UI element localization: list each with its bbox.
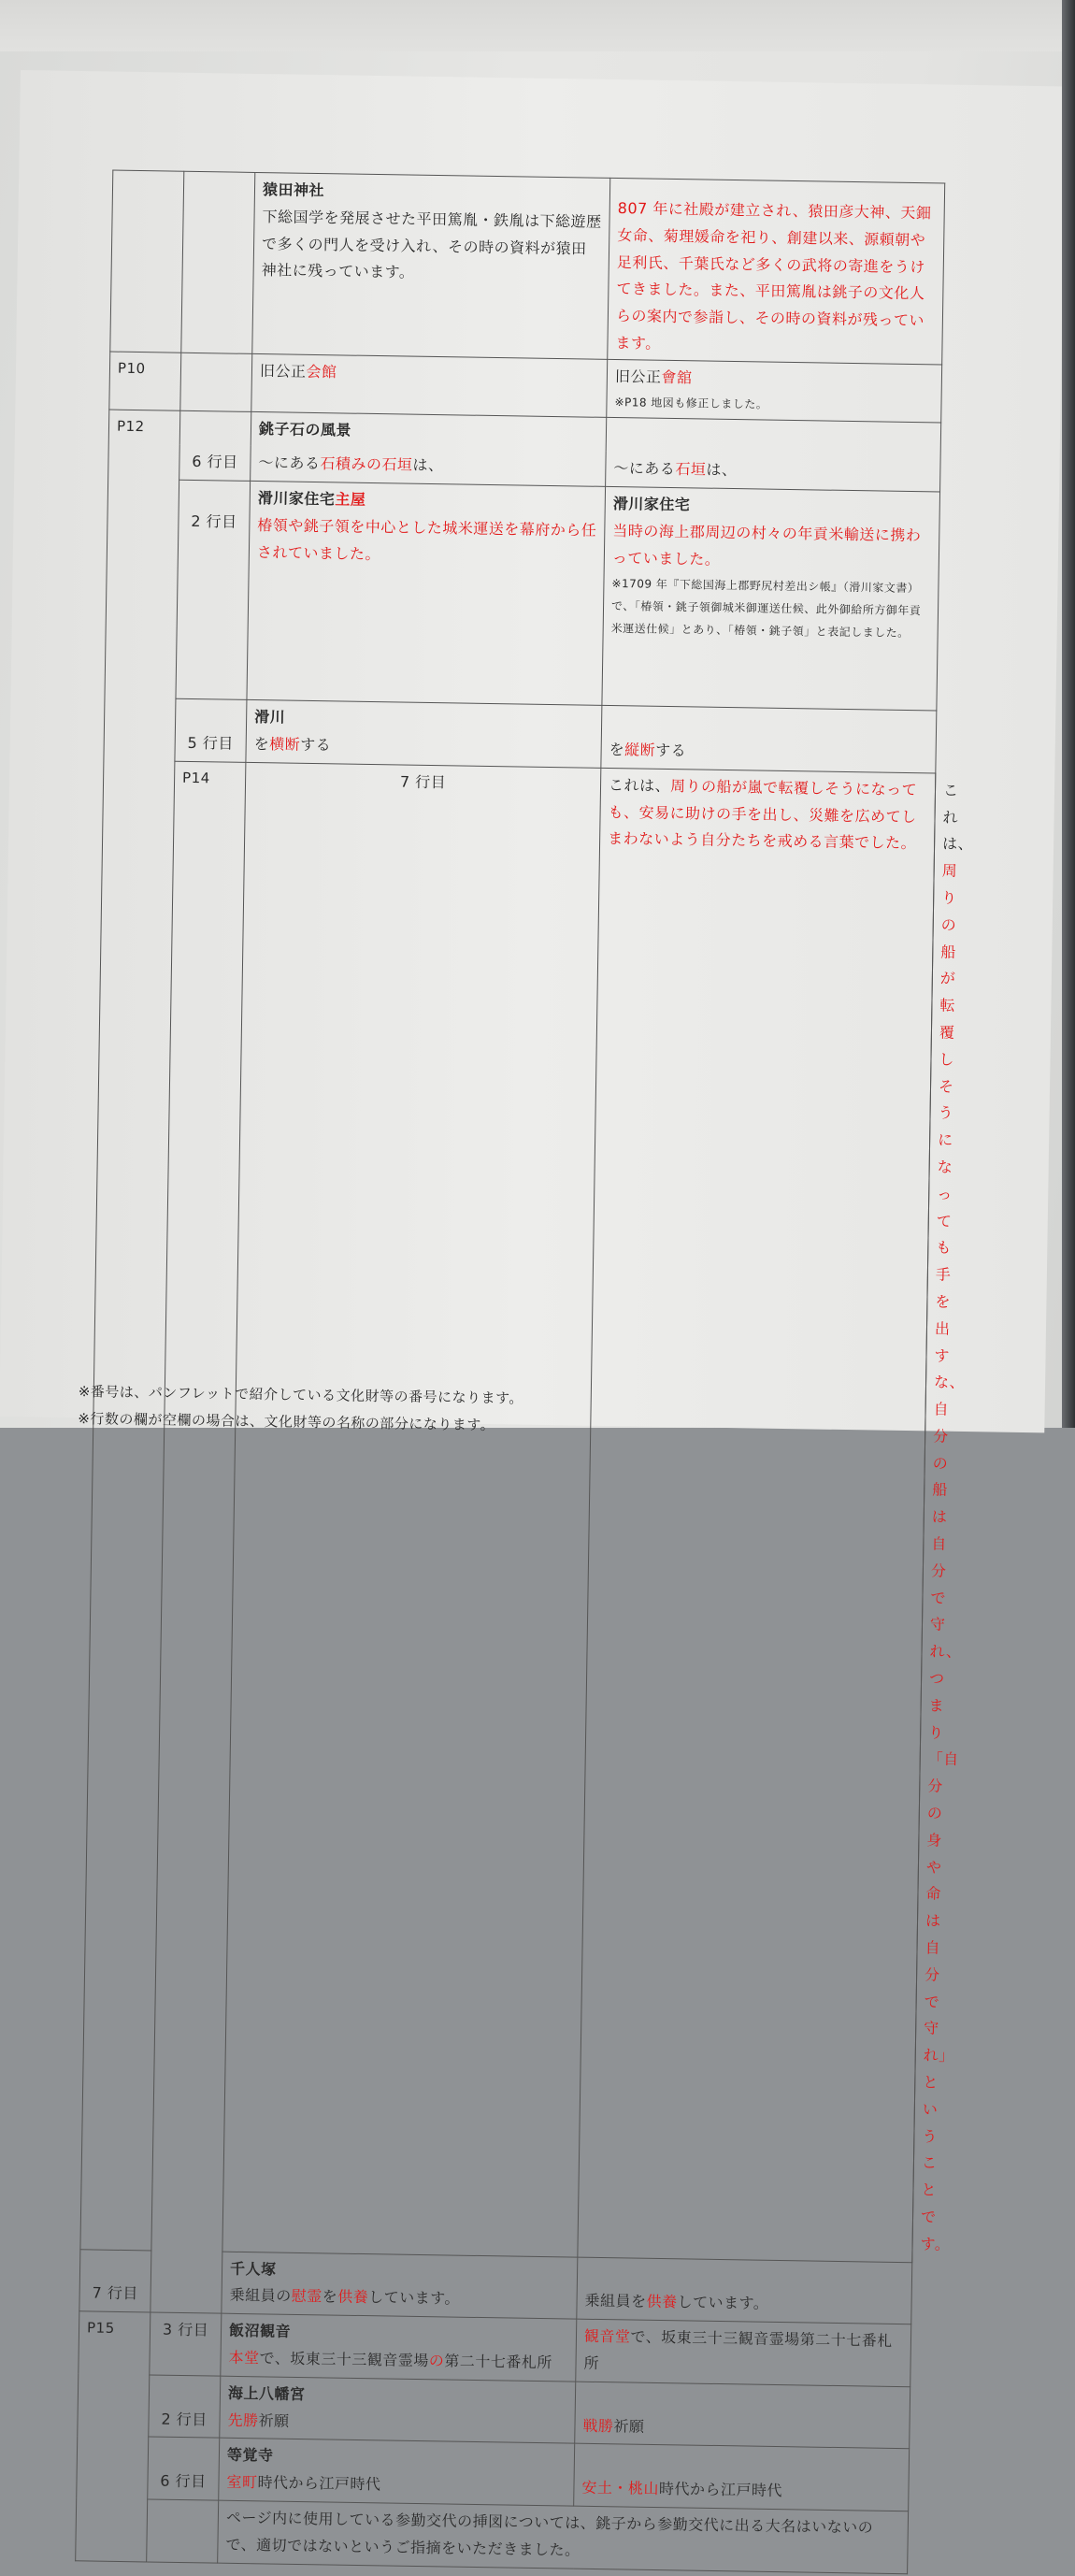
before-text: 下総国学を発展させた平田篤胤・鉄胤は下総遊歴で多くの門人を受け入れ、その時の資料が猿田神社に残っています。 xyxy=(261,207,602,282)
heading: 滑川 xyxy=(254,708,286,727)
heading: 銚子石の風景 xyxy=(258,419,352,439)
table-row xyxy=(110,170,945,365)
correction-table xyxy=(75,170,974,2574)
after-text: 807 年に社殿が建立され、猿田彦大神、天鈿女命、菊理媛命を祀り、創建以来、源頼朝や足利氏、千葉氏など多くの武将の寄進をうけてきました。また、平田篤胤は銚子の文化人らの案内で参詣し、その時の資料が残っています。 xyxy=(615,199,932,353)
after-cell: 安土・桃山時代から江戸時代 xyxy=(574,2443,910,2511)
line-number: 7 行目 xyxy=(79,2249,151,2312)
heading: 滑川家住宅 xyxy=(612,495,691,514)
heading: 猿田神社 xyxy=(262,180,325,200)
after-cell: を縦断する xyxy=(601,706,937,773)
after-cell xyxy=(608,178,945,364)
after-cell: ～にある石垣は、 xyxy=(606,452,941,492)
footnote: ※番号は、パンフレットで紹介している文化財等の番号になります。 xyxy=(78,1383,524,1407)
before-cell: 滑川家住宅主屋 椿領や銚子領を中心とした城米運送を幕府から任されていました。 xyxy=(247,482,606,706)
after-cell: 旧公正會舘 ※P18 地図も修正しました。 xyxy=(607,359,942,422)
after-cell: 観音堂で、坂東三十三観音霊場第二十七番札所 xyxy=(576,2319,911,2386)
before-cell: 旧公正会館 xyxy=(251,353,608,417)
heading: 滑川家住宅 xyxy=(257,489,336,509)
before-cell: 滑川 を横断する xyxy=(246,700,602,769)
line-number: 3 行目 xyxy=(150,2312,222,2376)
before-cell: 等覚寺 室町時代から江戸時代 xyxy=(219,2439,575,2507)
monitor-bezel xyxy=(1062,0,1075,1428)
after-cell xyxy=(602,487,940,712)
after-cell: 戦勝祈願 xyxy=(575,2382,910,2449)
page-number: P15 xyxy=(76,2311,150,2562)
heading: 海上八幡宮 xyxy=(227,2383,306,2403)
table-row xyxy=(105,479,940,711)
heading: 飯沼観音 xyxy=(228,2321,292,2341)
table-row xyxy=(80,760,936,2263)
footnote: ※行数の欄が空欄の場合は、文化財等の名称の部分になります。 xyxy=(78,1410,495,1434)
after-note: ※P18 地図も修正しました。 xyxy=(614,395,768,411)
note-cell: ページ内に使用している参勤交代の挿図については、銚子から参勤交代に出る大名はいないので、適切ではないというご指摘をいただきました。 xyxy=(218,2500,909,2573)
document-page xyxy=(0,70,1066,2559)
before-cell: 海上八幡宮 先勝祈願 xyxy=(220,2376,576,2444)
heading: 等覚寺 xyxy=(226,2446,274,2465)
line-number: 7 行目 xyxy=(222,762,601,2257)
before-cell: ～にある石積みの石垣は、 xyxy=(251,446,607,486)
before-cell: これは、周りの船が嵐で転覆しそうになっても、安易に助けの手を出し、災難を広めてしまわないよう自分たちを戒める言葉でした。 xyxy=(578,768,936,2262)
heading: 千人塚 xyxy=(229,2259,277,2279)
after-note: ※1709 年『下総国海上郡野尻村差出シ帳』（滑川家文書）で、「椿領・銚子領御城米御運送仕候、此外御給所方御年貢米運送仕候」とあり、「椿領・銚子領」と表記しました。 xyxy=(610,576,922,640)
line-number: 5 行目 xyxy=(175,698,247,762)
page-number: P12 xyxy=(80,410,180,2251)
before-cell xyxy=(252,172,610,359)
page-number: P14 xyxy=(150,761,246,2313)
after-cell: 乗組員を供養しています。 xyxy=(577,2257,912,2324)
line-number: 2 行目 xyxy=(149,2375,221,2439)
before-cell: 飯沼観音 本堂で、坂東三十三観音霊場の第二十七番札所 xyxy=(221,2313,577,2382)
line-number: 6 行目 xyxy=(148,2437,220,2500)
before-cell: 千人塚 乗組員の慰霊を供養しています。 xyxy=(222,2252,578,2320)
before-text: 椿領や銚子領を中心とした城米運送を幕府から任されていました。 xyxy=(256,516,597,563)
line-number: 2 行目 xyxy=(176,480,251,699)
page-number: P10 xyxy=(109,352,181,410)
table-row xyxy=(76,2498,909,2574)
line-number: 6 行目 xyxy=(179,445,251,481)
after-text: 当時の海上郡周辺の村々の年貢米輸送に携わっていました。 xyxy=(611,521,922,568)
after-cell: これは、周りの船が転覆しそうになっても手を出すな、自分の船は自分で守れ、つまり「自分の身や命は自分で守れ」ということです。 xyxy=(912,773,936,2263)
